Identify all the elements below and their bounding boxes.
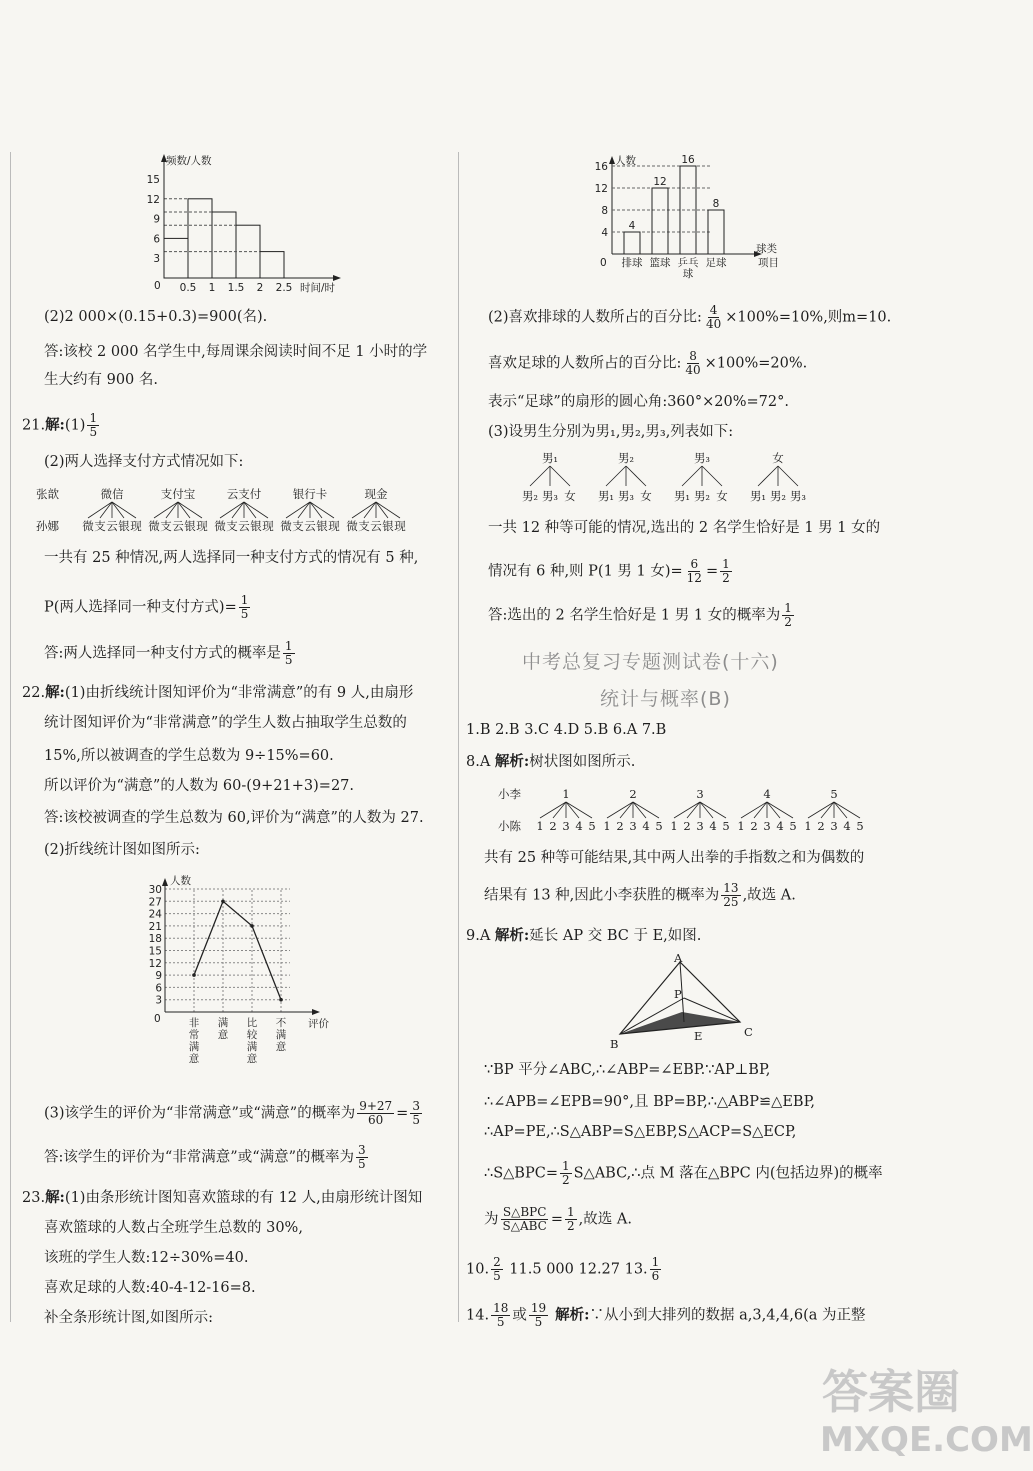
pay-tree-branch [244,502,256,518]
finger-tree-branch [620,802,633,818]
line-ytick: 15 [148,945,162,958]
histogram-xtick: 1 [208,282,216,294]
r-line-5: 一共 12 种等可能的情况,选出的 2 名学生恰好是 1 男 1 女的 [488,520,881,536]
q8-line-d: 结果有 13 种,因此小李获胜的概率为 $\frac{13}{25}$ ,故选 A. [484,881,796,909]
q23-line-e: 补全条形统计图,如图所示: [44,1310,213,1326]
pay-tree-leaf: 现 [394,519,406,533]
pay-tree-leaf: 支 [226,519,238,533]
finger-tree-leaf: 4 [575,819,583,833]
r-line-2: 喜欢足球的人数所占的百分比: $\frac{8}{40}$ ×100%=20%. [488,349,808,377]
histogram-ytick: 9 [153,213,160,226]
gender-tree-leaf: 男₁ [749,489,767,503]
histogram-xlabel: 时间/时 [300,282,336,294]
bar-category-cont: 球 [682,268,694,280]
line-category: 比较满意 [246,1017,258,1065]
pay-tree-leaf: 银 [382,519,394,533]
finger-tree-leaf: 2 [616,819,624,833]
satisfaction-line-chart [140,870,350,1070]
q14-line: 14. $\frac{18}{5}$ 或 $\frac{19}{5}$ 解析:∵从小到大排列的数据 a,3,4,4,6(a 为正整 [466,1301,866,1329]
line-zero: 0 [154,1013,161,1025]
finger-tree-leaf: 3 [696,819,704,833]
finger-tree-branch [566,802,592,818]
q21-line-e: 答:两人选择同一种支付方式的概率是 $\frac{1}{5}$ [44,639,293,667]
pay-tree-branch [112,502,136,518]
gender-tree-node: 男₃ [693,451,711,465]
finger-tree-leaf: 2 [683,819,691,833]
q22-line-h: 答:该学生的评价为“非常满意”或“满意”的概率为 $\frac{3}{5}$ [44,1143,366,1171]
q20-line-3: 生大约有 900 名. [44,372,159,388]
finger-tree-branch [821,802,834,818]
tri-label-c: C [744,1025,753,1039]
histogram-bar [260,252,284,278]
line-ytick: 27 [148,896,162,909]
finger-tree-branch [674,802,700,818]
ball-sports-bar-chart [590,150,790,278]
finger-tree-leaf: 2 [750,819,758,833]
pay-tree-node: 现金 [364,487,388,501]
bar-value-label: 16 [681,154,695,166]
r-line-1: (2)喜欢排球的人数所占的百分比: $\frac{4}{40}$ ×100%=10%,则m=10. [488,303,892,331]
gender-tree-leaf: 男₁ [673,489,691,503]
line-xlabel: 评价 [308,1018,329,1030]
gender-tree-leaf: 女 [564,489,576,503]
q21-line-c: 一共有 25 种情况,两人选择同一种支付方式的情况有 5 种, [44,550,419,566]
payment-tree-diagram [30,484,450,536]
finger-tree-node: 5 [830,787,838,801]
pay-tree-branch [376,502,388,518]
histogram-ylabel: 频数/人数 [166,155,212,167]
tri-label-b: B [610,1037,619,1051]
pay-tree-leaf: 云 [238,519,250,533]
pay-tree-branch [352,502,376,518]
q23-line-c: 该班的学生人数:12÷30%=40. [44,1250,249,1266]
histogram-bar [164,238,188,278]
bar-category: 足球 [705,257,727,269]
bar-xlabel-2: 项目 [758,257,779,269]
finger-tree-leaf: 3 [830,819,838,833]
finger-tree-branch [553,802,566,818]
line-ytick: 24 [148,908,162,921]
pay-tree-leaf: 支 [160,519,172,533]
pay-tree-branch [310,502,334,518]
pay-tree-branch [310,502,322,518]
gender-tree-node: 女 [772,451,784,465]
bar-xlabel-1: 球类 [756,243,777,255]
gender-tree-node: 男₁ [541,451,559,465]
q20-line-1: (2)2 000×(0.15+0.3)=900(名). [44,309,268,325]
tree-label-a: 张歆 [36,487,59,501]
bar-zero: 0 [600,257,607,269]
gender-tree-leaf: 男₂ [769,489,787,503]
finger-tree-leaf: 5 [856,819,864,833]
line-point [250,924,254,928]
histogram-ytick: 15 [146,174,160,186]
pay-tree-branch [286,502,310,518]
gender-tree-branch [758,466,778,486]
tri-label-p: P [674,987,682,1001]
finger-tree-leaf: 2 [549,819,557,833]
pay-tree-branch [220,502,244,518]
finger-tree-branch [808,802,834,818]
tri-label-e: E [694,1029,703,1043]
pay-tree-leaf: 现 [130,519,142,533]
pay-tree-leaf: 微 [82,519,94,533]
q22-line-a: 22.解:(1)由折线统计图知评价为“非常满意”的有 9 人,由扇形 [22,684,414,701]
bar-rect [652,188,668,254]
finger-tree-leaf: 3 [763,819,771,833]
pay-tree-node: 云支付 [226,487,262,501]
bar-ytick: 12 [594,183,608,195]
gender-tree-node: 男₂ [617,451,635,465]
gender-tree-branch [702,466,722,486]
finger-tree-leaf: 4 [642,819,650,833]
pay-tree-leaf: 银 [316,519,328,533]
q9-line-b: ∵BP 平分∠ABC,∴∠ABP=∠EBP.∵AP⊥BP, [484,1062,771,1078]
bar-value-label: 8 [712,198,720,210]
q22-line-b: 统计图知评价为“非常满意”的学生人数占抽取学生总数的 [44,715,407,731]
bar-ytick: 4 [601,227,608,239]
pay-tree-branch [178,502,190,518]
gender-tree-leaf: 女 [640,489,652,503]
histogram-ytick: 3 [153,253,160,266]
q9-line-d: ∴AP=PE,∴S△ABP=S△EBP,S△ACP=S△ECP, [484,1124,797,1140]
finger-tree-node: 2 [629,787,637,801]
q22-line-c: 15%,所以被调查的学生总数为 9÷15%=60. [44,748,334,764]
gender-tree-leaf: 男₃ [617,489,635,503]
pay-tree-node: 微信 [100,487,124,501]
histogram-xtick: 1.5 [227,282,245,294]
gender-tree-leaf: 男₂ [693,489,711,503]
finger-tree-branch [566,802,579,818]
finger-tree-node: 4 [763,787,771,801]
histogram-ytick: 6 [153,233,160,246]
finger-tree-branch [607,802,633,818]
line-ytick: 21 [148,920,162,933]
finger-tree-node: 3 [696,787,704,801]
gender-tree-branch [626,466,646,486]
bar-ylabel: 人数 [615,155,636,167]
q23-line-d: 喜欢足球的人数:40-4-12-16=8. [44,1280,256,1296]
pay-tree-branch [364,502,376,518]
tree3-label-a: 小李 [498,787,521,801]
finger-tree-branch [834,802,847,818]
q20-line-2: 答:该校 2 000 名学生中,每周课余阅读时间不足 1 小时的学 [44,344,428,360]
triangle-figure [608,952,768,1052]
r-line-7: 答:选出的 2 名学生恰好是 1 男 1 女的概率为 $\frac{1}{2}$ [488,601,792,629]
line-ytick: 6 [155,982,162,995]
finger-tree-branch [700,802,713,818]
pay-tree-leaf: 微 [214,519,226,533]
histogram-xtick: 2.5 [275,282,293,294]
q21-answer-1: 21.解:(1) $\frac{1}{5}$ [22,411,98,439]
gender-tree-branch [682,466,702,486]
finger-tree-leaf: 1 [737,819,745,833]
gender-tree-leaf: 女 [716,489,728,503]
histogram-ytick: 12 [146,193,160,206]
column-divider [458,152,459,1322]
pay-tree-branch [178,502,202,518]
gender-tree-leaf: 男₂ [521,489,539,503]
svg-text:0: 0 [154,280,161,292]
finger-tree-branch [633,802,646,818]
q9-line-f: 为 $\frac{\text{S△BPC}}{\text{S△ABC}}$ = $\frac{1}{2}$ ,故选 A. [484,1205,632,1233]
finger-tree-leaf: 1 [536,819,544,833]
finger-tree-leaf: 4 [776,819,784,833]
pay-tree-leaf: 微 [148,519,160,533]
pay-tree-leaf: 银 [250,519,262,533]
histogram-bar [188,199,212,278]
line-point [279,998,283,1002]
line-ytick: 30 [148,884,162,896]
finger-tree-leaf: 3 [629,819,637,833]
q8-line-c: 共有 25 种等可能结果,其中两人出拳的手指数之和为偶数的 [484,850,865,866]
bar-ytick: 16 [594,161,608,173]
q9-line-a: 9.A 解析:延长 AP 交 BC 于 E,如图. [466,927,702,944]
pay-tree-leaf: 银 [184,519,196,533]
line-ylabel: 人数 [170,875,191,887]
line-ytick: 9 [155,970,162,983]
finger-tree-branch [754,802,767,818]
pay-tree-branch [154,502,178,518]
bar-category: 乒乓 [677,257,699,269]
finger-tree-leaf: 4 [709,819,717,833]
bar-rect [708,210,724,254]
finger-tree-branch [687,802,700,818]
pay-tree-leaf: 支 [292,519,304,533]
pay-tree-branch [112,502,124,518]
finger-tree-branch [767,802,793,818]
gender-tree-diagram [521,448,860,508]
gender-tree-leaf: 男₃ [789,489,807,503]
finger-tree-branch [540,802,566,818]
gender-tree-leaf: 男₃ [541,489,559,503]
pay-tree-branch [88,502,112,518]
pay-tree-node: 银行卡 [292,487,328,501]
finger-tree-diagram [498,782,878,840]
pay-tree-node: 支付宝 [160,487,196,501]
gender-tree-branch [530,466,550,486]
pay-tree-leaf: 云 [304,519,316,533]
histogram-xtick: 2 [256,282,264,294]
gender-tree-branch [778,466,798,486]
finger-tree-leaf: 5 [655,819,663,833]
q21-answer-2-intro: (2)两人选择支付方式情况如下: [44,454,244,470]
pay-tree-leaf: 云 [172,519,184,533]
line-category: 不满意 [275,1017,287,1053]
finger-tree-leaf: 1 [670,819,678,833]
finger-tree-leaf: 5 [588,819,596,833]
pay-tree-leaf: 微 [346,519,358,533]
gender-tree-leaf: 男₁ [597,489,615,503]
pay-tree-branch [244,502,268,518]
pay-tree-leaf: 微 [280,519,292,533]
pay-tree-leaf: 银 [118,519,130,533]
q8-line-a: 8.A 解析:树状图如图所示. [466,753,636,770]
bar-category: 排球 [621,257,643,269]
section-title: 中考总复习专题测试卷(十六) [522,651,779,673]
q10-13-line: 10. $\frac{2}{5}$ 11.5 000 12.27 13. $\frac{1}{6}$ [466,1255,660,1283]
pay-tree-branch [298,502,310,518]
tree-label-b: 孙娜 [36,519,59,533]
r-line-3: 表示“足球”的扇形的圆心角:360°×20%=72°. [488,394,789,410]
line-ytick: 3 [155,994,162,1007]
histogram-xtick: 0.5 [179,282,197,294]
finger-tree-branch [741,802,767,818]
line-ytick: 12 [148,957,162,970]
gender-tree-branch [550,466,570,486]
line-category: 满意 [217,1017,229,1041]
finger-tree-leaf: 5 [722,819,730,833]
q9-line-c: ∴∠APB=∠EPB=90°,且 BP=BP,∴△ABP≌△EBP, [484,1094,815,1110]
pay-tree-leaf: 支 [358,519,370,533]
finger-tree-branch [767,802,780,818]
q23-line-b: 喜欢篮球的人数占全班学生总数的 30%, [44,1220,303,1236]
bar-ytick: 8 [601,205,608,217]
finger-tree-leaf: 1 [603,819,611,833]
r-line-6: 情况有 6 种,则 P(1 男 1 女)= $\frac{6}{12}$ = $\frac{1}{2}$ [488,557,730,585]
q22-line-e: 答:该校被调查的学生总数为 60,评价为“满意”的人数为 27. [44,810,424,826]
r-line-4: (3)设男生分别为男₁,男₂,男₃,列表如下: [488,424,734,440]
q22-line-g: (3)该学生的评价为“非常满意”或“满意”的概率为 $\frac{9+27}{60}$ = $\frac{3}{5}$ [44,1099,420,1127]
pay-tree-branch [100,502,112,518]
finger-tree-leaf: 2 [817,819,825,833]
bar-value-label: 12 [653,176,667,188]
line-ytick: 18 [148,933,162,946]
bar-value-label: 4 [628,220,636,232]
q22-line-d: 所以评价为“满意”的人数为 60-(9+21+3)=27. [44,778,355,794]
reading-time-histogram [130,150,380,298]
tri-label-a: A [674,951,683,965]
finger-tree-leaf: 5 [789,819,797,833]
q9-line-e: ∴S△BPC= $\frac{1}{2}$ S△ABC,∴点 M 落在△BPC 内(包括边界)的概率 [484,1159,883,1187]
pay-tree-leaf: 云 [370,519,382,533]
finger-tree-leaf: 1 [804,819,812,833]
q21-line-d: P(两人选择同一种支付方式)= $\frac{1}{5}$ [44,593,249,621]
pay-tree-leaf: 支 [94,519,106,533]
pay-tree-leaf: 现 [196,519,208,533]
finger-tree-leaf: 4 [843,819,851,833]
line-category: 非常满意 [188,1017,200,1065]
choice-answers: 1.B 2.B 3.C 4.D 5.B 6.A 7.B [466,722,667,738]
pay-tree-leaf: 云 [106,519,118,533]
pay-tree-branch [166,502,178,518]
pay-tree-leaf: 现 [262,519,274,533]
pay-tree-branch [232,502,244,518]
finger-tree-branch [834,802,860,818]
watermark-logo: 答案圈 [822,1365,960,1419]
line-point [192,973,196,977]
pay-tree-leaf: 现 [328,519,340,533]
finger-tree-branch [700,802,726,818]
line-point [221,900,225,904]
finger-tree-leaf: 3 [562,819,570,833]
q22-line-f: (2)折线统计图如图所示: [44,842,200,858]
bar-category: 篮球 [649,257,671,269]
finger-tree-node: 1 [562,787,570,801]
histogram-bar [212,212,236,278]
bar-rect [624,232,640,254]
left-margin-rule [10,152,11,1322]
pay-tree-branch [376,502,400,518]
finger-tree-branch [633,802,659,818]
watermark-url: MXQE.COM [820,1420,1033,1460]
section-subtitle: 统计与概率(B) [600,688,731,710]
q23-line-a: 23.解:(1)由条形统计图知喜欢篮球的有 12 人,由扇形统计图知 [22,1189,423,1206]
gender-tree-branch [606,466,626,486]
tree3-label-b: 小陈 [498,819,521,833]
